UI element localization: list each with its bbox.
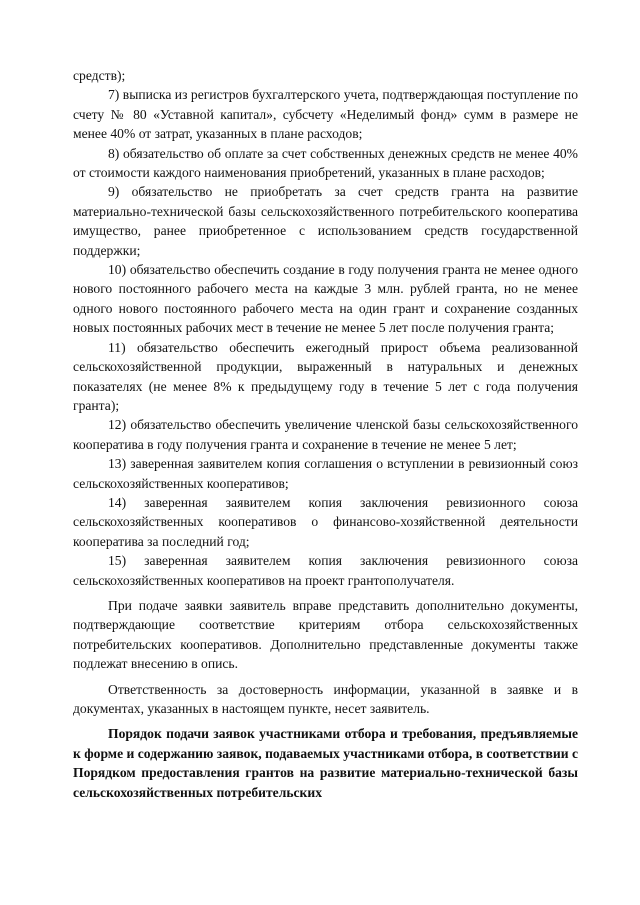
list-item-7: 7) выписка из регистров бухгалтерского учета, подтверждающая поступление по счету № 80 «Уставной капитал», субсчету «Неделимый фонд» сумм в размере не менее 40% от затрат, указанных в плане расходов; [73, 87, 578, 142]
list-item-8: 8) обязательство об оплате за счет собственных денежных средств не менее 40% от стоимости каждого наименования приобретений, указанных в плане расходов; [73, 145, 578, 181]
list-item-12: 12) обязательство обеспечить увеличение членской базы сельскохозяйственного кооператива в году получения гранта и сохранение в течение не менее 5 лет; [73, 417, 578, 452]
section-heading: Порядок подачи заявок участниками отбора и требования, предъявляемые к форме и содержанию заявок, подаваемых участниками отбора, в соответствии с Порядком предоставления грантов на развитие материально-технической базы сельскохозяйственных потребительских [73, 726, 578, 800]
list-item-11: 11) обязательство обеспечить ежегодный прирост объема реализованной сельскохозяйственной продукции, выраженный в натуральных и денежных показателях (не менее 8% к предыдущему году в течение 5 лет с года получения гранта); [73, 339, 578, 413]
responsibility-paragraph: Ответственность за достоверность информации, указанной в заявке и в документах, указанных в настоящем пункте, несет заявитель. [73, 681, 578, 716]
list-item-9: 9) обязательство не приобретать за счет средств гранта на развитие материально-технической базы сельскохозяйственного потребительского кооператива имущество, ранее приобретенное с использованием средств государственной поддержки; [73, 184, 578, 258]
additional-documents-paragraph: При подаче заявки заявитель вправе представить дополнительно документы, подтверждающие соответствие критериям отбора сельскохозяйственных потребительских кооперативов. Дополнительно представленные документы также подлежат внесению в опись. [73, 597, 578, 672]
list-item-13: 13) заверенная заявителем копия соглашения о вступлении в ревизионный союз сельскохозяйственных кооперативов; [73, 456, 578, 491]
list-item-15: 15) заверенная заявителем копия заключения ревизионного союза сельскохозяйственных кооперативов на проект грантополучателя. [73, 553, 578, 588]
list-item-14: 14) заверенная заявителем копия заключения ревизионного союза сельскохозяйственных кооперативов о финансово-хозяйственной деятельности кооператива за последний год; [73, 494, 578, 549]
paragraph-continuation: средств); [73, 68, 126, 83]
list-item-10: 10) обязательство обеспечить создание в году получения гранта не менее одного нового постоянного рабочего места на каждые 3 млн. рублей гранта, но не менее одного нового постоянного рабочего места на один грант и сохранение созданных новых постоянных рабочих мест в течение не менее 5 лет после получения гранта; [73, 262, 578, 336]
